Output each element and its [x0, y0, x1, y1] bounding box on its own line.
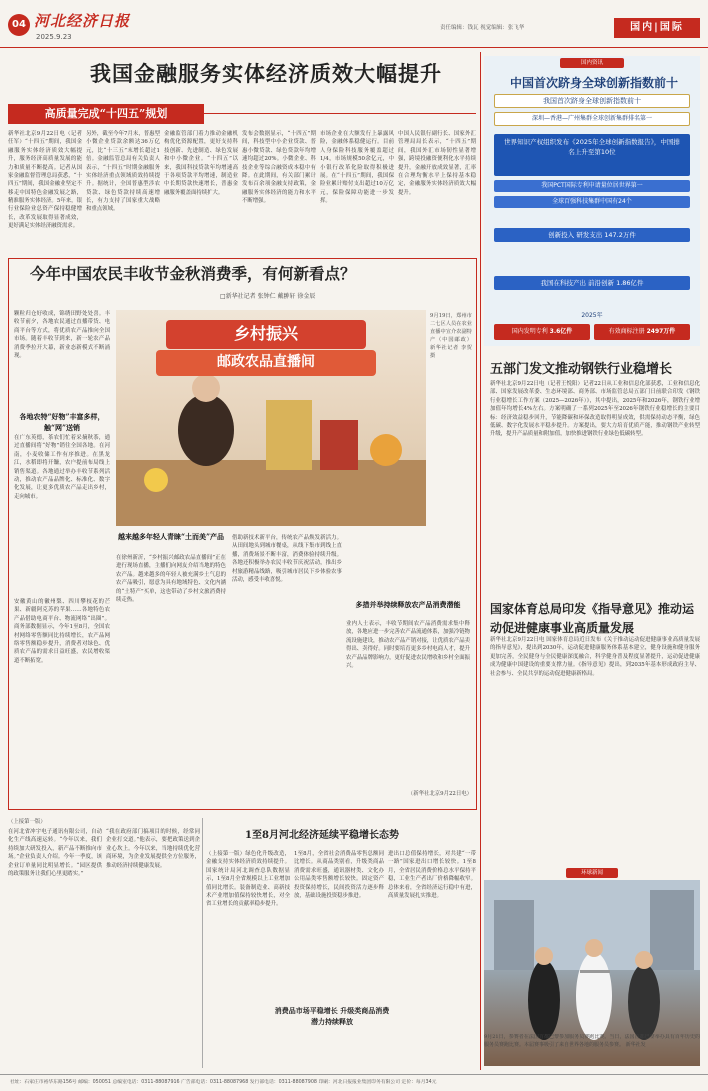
info-bar-5: 全球百强科技集群中国有24个 — [494, 196, 690, 208]
stat-label: 有效商标注册 — [608, 328, 645, 335]
fruit — [370, 434, 402, 466]
economy-headline: 1至8月河北经济延续平稳增长态势 — [245, 830, 399, 841]
main-col-3: 金融监管部门着力推动金融机构优化资源配置，更好支持科技创新、先进制造、绿色发展和中小微企业。“十四五”以来，我国科技贷款年均增速高于各项贷款平均增速，制造业中长期贷款快速增长，普惠金融服务覆盖面持续扩大。 — [164, 131, 238, 196]
economy-subhead: 消费品市场平稳增长 升级类商品消费潜力持续释放 — [274, 1006, 390, 1026]
feature-byline: □新华社记者 张钟仁 戴翀轩 徐金辰 — [220, 293, 316, 300]
right-column-divider — [480, 52, 481, 1070]
info-stat-2 — [594, 324, 690, 340]
building-left — [494, 900, 534, 970]
corn — [144, 468, 168, 492]
feature-intro: 颗粒归仓好收成，锦绣田野处处喜。丰收节前夕，各地农民通过直播带货、电商平台等方式，将优质农产品推向全国市场。随着丰收节到来，新一轮农产品消费季拉开大幕，新业态新模式不断涌现。 — [14, 311, 110, 359]
feature-col-b: 安徽黄山的徽州梨、四川攀枝花的芒果、新疆阿克苏的苹果……各地特色农产品借助电商平台、物流网络“出圈”。商务部数据显示，今年1至8月，全国农村网络零售额同比持续增长，农产品网络零售额稳步提升，消费者对绿色、优质农产品的需求日益旺盛，农民增收渠道不断拓宽。 — [14, 599, 110, 664]
info-bar-8: 2025年 — [581, 312, 603, 319]
photo-caption: 9月19日，郑州市二七区人员在农业直播中宣介农副特产（中国邮政） 新华社记者 李贺 摄 — [430, 313, 472, 360]
info-bar-6: 创新投入 研发支出 147.2万件 — [494, 228, 690, 242]
main-headline: 我国金融服务实体经济质效大幅提升 — [90, 61, 442, 86]
runner-head-3 — [635, 951, 653, 969]
serving-tray — [580, 970, 610, 973]
feature-headline: 今年中国农民丰收节金秋消费季，有何新看点？ — [30, 264, 356, 283]
runner-2 — [576, 952, 612, 1040]
sport-body: 新华社北京9月22日电 国家体育总局近日发布《关于推动运动促进健康事业高质量发展的指导意见》，提出到2030年，运动促进健康服务体系基本建立，健身设施和健身服务更加完善，全民健身与全民健康深度融合，科学健身普及程度显著提升，运动促进健康成为健康中国建设的重要支撑力量。《指导意见》提出，到2035年基本形成政府主导、社会参与、全民共享的运动促进健康新格局。 — [490, 637, 700, 677]
main-col-1: 新华社北京9月22日电（记者任军）“十四五”期间，我国金融服务实体经济质效大幅提升，服务经济高质量发展的能力和质量不断提高。记者从国家金融监督管理总局获悉，“十四五”期间，我国金融业坚定不移走中国特色金融发展之路，精准服务实体经济。5年来，银行业保险业总资产保持稳健增长，改革发展取得显著成效，更好满足实体经济融资需求。 — [8, 131, 82, 230]
feature-subhead-2: 越来越多年轻人青睐“土而美”产品 — [117, 532, 225, 541]
info-stat-1 — [494, 324, 590, 340]
host-figure — [178, 394, 234, 466]
feature-col-a: 在广东英德，茶农们忙着采摘秋茶，通过直播间将“好物”销往全国各地。在河南，小麦收储工作有序推进。在黑龙江，水稻即将开镰，农户提前布局线上销售渠道。各地通过举办丰收节系列活动，推动农产品品牌化、标准化、数字化发展，让更多优质农产品走出乡村，走向城市。 — [14, 435, 110, 500]
stat-label: 国内发明专利 — [511, 328, 548, 335]
feature-credit: （新华社北京9月22日电） — [407, 791, 472, 797]
info-bar-4: 我国PCT国际专利申请量位居世界第一 — [494, 180, 690, 192]
paper-logo: 河北经济日报 — [34, 12, 131, 30]
info-label: 国内资讯 — [560, 58, 624, 68]
lower-left-col-2: “我在政府部门搞项目的时候，经常同企业打交道。”他表示，要把政策送到企业心坎上。今年以来，当地持续优化营商环境，为企业发展提供全方位服务，推动经济持续健康发展。 — [106, 829, 200, 869]
main-col-6: 中国人民银行副行长、国家外汇管理局局长表示，“十四五”期间，我国外汇市场韧性显著增强，跨境投融资便利化水平持续提升，金融开放成效显著，汇率在合理均衡水平上保持基本稳定，金融服务实体经济质效大幅提升。 — [398, 131, 476, 196]
column-divider — [202, 818, 203, 1068]
runner-head-1 — [535, 947, 553, 965]
building-right — [650, 890, 694, 970]
info-bar-7: 我国在科技产出 前沿创新 1.86亿件 — [494, 276, 690, 290]
photo-banner-2: 邮政农品直播间 — [156, 350, 376, 376]
info-title: 中国首次跻身全球创新指数前十 — [509, 76, 678, 90]
runner-3 — [628, 964, 660, 1040]
page-date: 2025.9.23 — [36, 33, 72, 41]
main-col-2: 另外，截至今年7月末，普惠型小微企业贷款余额达36万亿元，比“十三五”末增长超过1倍。金融监管总局有关负责人表示，“十四五”时期金融服务实体经济重点领域质效持续提升。据统计，全国普惠型涉农贷款、绿色贷款持续高速增长，有力支持了国家重大战略和重点领域。 — [86, 131, 160, 213]
economy-col-2: 1至8月，全省社会消费品零售总额同比增长。从商品类别看，升级类商品消费需求旺盛，通讯器材类、文化办公用品类零售额增长较快。固定资产投资保持增长，民间投资活力逐步释放，基础设施投资稳步推进。 — [294, 851, 384, 899]
stat-value: 3.6亿件 — [549, 328, 573, 335]
feature-subhead-3: 多措并举持续释放农产品消费潜能 — [355, 600, 461, 609]
feature-col-e: 业内人士表示，丰收节期间农产品消费需求集中释放，各地应进一步完善农产品流通体系，加强冷链物流设施建设，推动农产品产销对接，让优质农产品卖得出、卖得好。同时要培育更多乡村电商人才，提升农产品品牌影响力，更好促进农民增收和乡村全面振兴。 — [346, 621, 470, 669]
race-caption: 9月21日，参赛者在法国首都巴黎参加服务员赛跑比赛。当日，法国首都巴黎举办具有百年历史的服务员赛跑比赛。本届赛事吸引了来自世界各地的服务员参赛。 新华社发 — [484, 1034, 700, 1048]
footer: 社址：石家庄市裕华东路156号 邮编：050051 总编室电话：0311-88087916 广告部电话：0311-88087968 发行部电话：0311-88087908 印刷：河北日报报业集团印务有限公司 定价：每月34元 — [0, 1074, 708, 1091]
ribbon-rule — [204, 113, 476, 114]
info-bar-3: 世界知识产权组织发布《2025年全球创新指数报告》，中国排名上升至第10位 — [494, 134, 690, 176]
stat-value: 2497万件 — [646, 328, 676, 335]
sport-headline: 国家体育总局印发《指导意见》推动运动促进健康事业高质量发展 — [490, 602, 695, 635]
photo-banner-1: 乡村振兴 — [166, 320, 366, 349]
planning-ribbon: 高质量完成“十四五”规划 — [8, 104, 204, 124]
info-bar-2: 深圳—香港—广州集群全球创新集群排名第一 — [494, 112, 690, 126]
main-col-4: 发布会数据显示，“十四五”期间，科技型中小企业贷款、普惠小微贷款、绿色贷款年均增速均超过20%。小微企业、科技企业等综合融资成本稳中有降。在此期间，有关部门累计发布百余项金融支持政策，金融服务实体经济的能力和水平不断增强。 — [242, 131, 316, 204]
economy-col-1: （上接第一版）绿色化升级改造，金融支持实体经济质效持续提升。国家统计局河北调查总队数据显示，1至8月全省规模以上工业增加值同比增长。装备制造业、高新技术产业增加值保持较快增长，对全省工业增长的贡献率稳步提升。 — [206, 851, 290, 908]
main-col-5: 市场企业在大额发行上暴露风险，金融体系稳健运行。目前人身保险科技服务覆盖超过1/4，市场规模50余亿元，中小银行改革化险取得积极进展。在“十四五”期间，我国保险业累计赔付支出超过10万亿元，保险保障功能进一步发挥。 — [320, 131, 394, 204]
lower-left-col-1: 在河北省冲宇电子通讯有限公司，自动化生产线高速运转。“今年以来，我们持续加大研发投入，新产品不断推向市场。”企业负责人介绍。今年一季度，该企业订单量同比明显增长。“园区提供的政策服务让我们心里更踏实。” — [8, 829, 102, 877]
info-bar-1: 我国首次跻身全球创新指数前十 — [494, 94, 690, 108]
masthead — [0, 0, 708, 48]
section-tab: 国内|国际 — [614, 18, 700, 38]
feature-subhead-1: 各地农特“好物”丰富多样，触“网”送销 — [19, 412, 105, 432]
steel-headline: 五部门发文推动钢铁行业稳增长 — [490, 362, 673, 377]
runner-1 — [528, 960, 560, 1040]
editors-line: 责任编辑：钱瓦 视觉编辑：张飞华 — [440, 25, 525, 31]
steel-body: 新华社北京9月22日电（记者王悦阳）记者22日从工业和信息化部获悉，工业和信息化部、国家发展改革委、生态环境部、商务部、市场监管总局五部门日前联合印发《钢铁行业稳增长工作方案（2025—2026年）》，其中提出，2025年和2026年，钢铁行业增加值年均增长4%左右。方案明确了一系列2025年至2026年钢铁行业稳增长的主要目标：经济效益稳步回升，节能降碳和环保改造取得明显成效，供需保持动态平衡，绿色低碳、数字化发展水平稳步提升。方案提出，要大力培育优质产能，推动钢铁产业转型升级，提升产品质量和附加值，加快推进钢铁行业绿色低碳转型。 — [490, 381, 700, 438]
product-jar — [320, 420, 358, 470]
economy-col-3: 进出口总值保持增长，对共建“一带一路”国家进出口增长较快。1至8月，全省居民消费价格总水平保持平稳，工业生产者出厂价格降幅收窄。总体来看，全省经济运行稳中有进，高质量发展扎实推进。 — [388, 851, 476, 899]
host-head — [192, 374, 220, 402]
feature-col-d: 借助新技术新平台，传统农产品焕发新活力。从田间地头到城市餐桌，从线下集市到线上直播，消费场景不断丰富，消费体验持续升级。各地还积极举办农民丰收节庆祝活动，推出乡村旅游精品线路，吸引城市居民下乡体验农事活动，感受丰收喜悦。 — [232, 535, 342, 583]
runner-head-2 — [585, 939, 603, 957]
product-box — [266, 400, 312, 470]
photo-section-label: 环球新闻 — [566, 868, 618, 878]
feature-col-c: 在徐州新沂，“乡村振兴邮政农品直播间”正在进行现场直播，主播们向网友介绍当地的特色农产品。越来越多的年轻人被充满乡土气息的农产品吸引，愿意为具有地域特色、文化内涵的“土特产”买单，这也带动了乡村文旅消费持续走热。 — [116, 555, 226, 603]
page-number: 04 — [8, 14, 30, 36]
continued-label: （上接第一版） — [8, 819, 46, 825]
